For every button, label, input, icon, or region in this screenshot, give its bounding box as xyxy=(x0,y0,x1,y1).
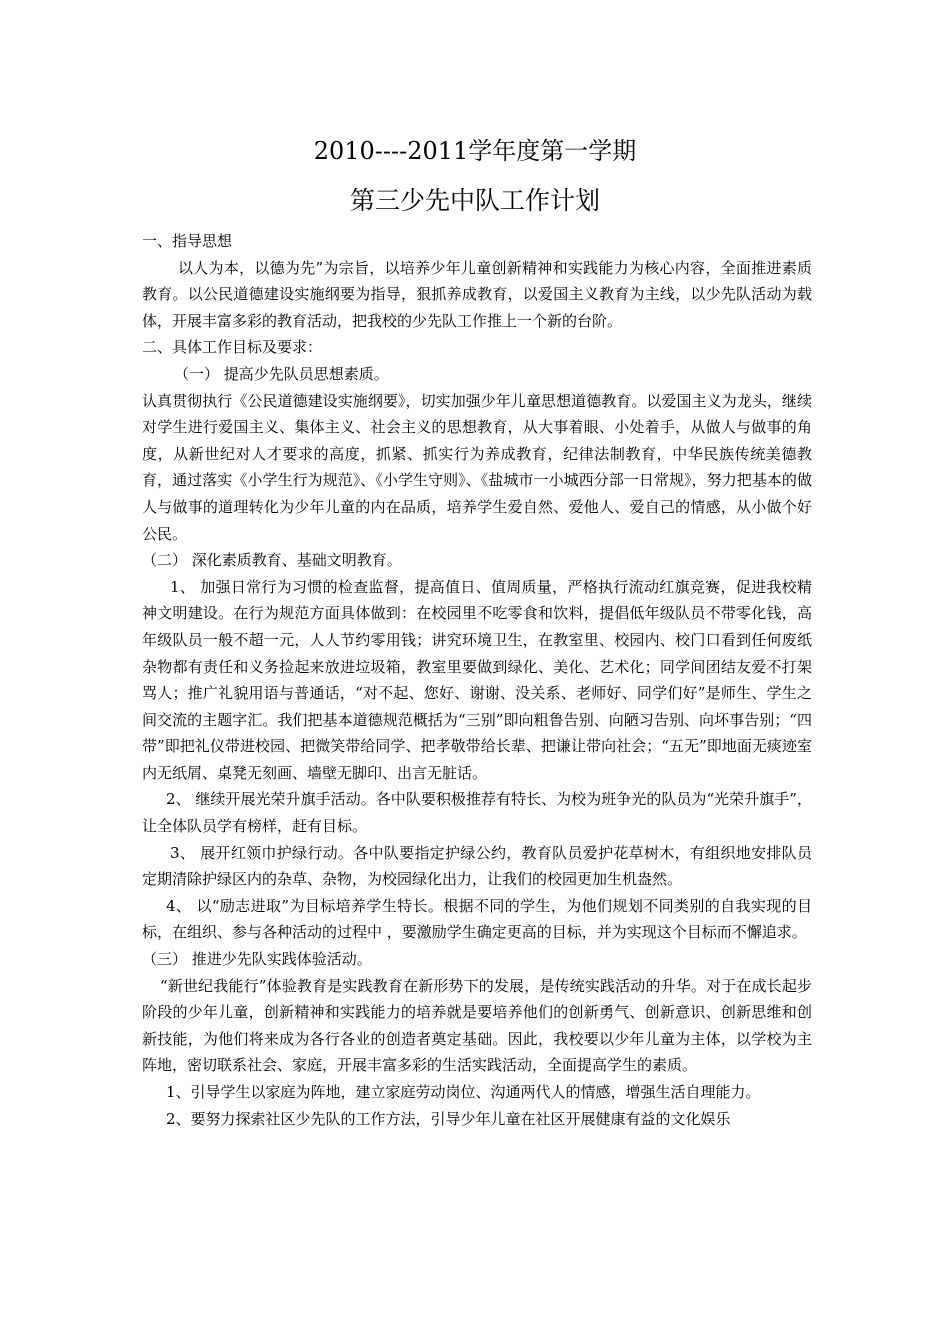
paragraph: 1、引导学生以家庭为阵地，建立家庭劳动岗位、沟通两代人的情感，增强生活自理能力。 xyxy=(166,1083,761,1101)
paragraph: 2、要努力探索社区少先队的工作方法，引导少年儿童在社区开展健康有益的文化娱乐 xyxy=(166,1109,731,1128)
paragraph: 1、 加强日常行为习惯的检查监督，提高值日、值周质量，严格执行流动红旗竞赛，促进我校精神文明建设。在行为规范方面具体做到：在校园里不吃零食和饮料，提倡低年级队员不带零化钱，高年级队员一般不超一元，人人节约零用钱；讲究环境卫生，在教室里、校园内、校门口看到任何废纸杂物都有责任和义务捡起来放进垃圾箱，教室里要做到绿化、美化、艺术化；同学间团结友爱不打架骂人；推广礼貌用语与普通话，“对不起、您好、谢谢、没关系、老师好、同学们好”是师生、学生之间交流的主题字汇。我们把基本道德规范概括为“三别”即向粗鲁告别、向陋习告别、向坏事告别；“四带”即把礼仪带进校园、把微笑带给同学、把孝敬带给长辈、把谦让带向社会；“五无”即地面无痰迹室内无纸屑、桌凳无刻画、墙壁无脚印、出言无脏话。 xyxy=(142,577,812,782)
paragraph: 以人为本，以德为先”为宗旨，以培养少年儿童创新精神和实践能力为核心内容，全面推进素质教育。以公民道德建设实施纲要为指导，狠抓养成教育，以爱国主义教育为主线，以少先队活动为载体，开展丰富多彩的教育活动，把我校的少先队工作推上一个新的台阶。 xyxy=(142,258,812,330)
section-heading: 一、指导思想 xyxy=(142,232,233,250)
subsection-heading: （一） 提高少先队员思想素质。 xyxy=(174,364,389,383)
section-heading: 二、具体工作目标及要求： xyxy=(142,338,323,357)
title-plan: 第三少先中队工作计划 xyxy=(349,186,600,215)
subsection-heading: （二） 深化素质教育、基础文明教育。 xyxy=(142,551,402,570)
document-body xyxy=(142,228,812,1132)
paragraph: 认真贯彻执行《公民道德建设实施纲要》，切实加强少年儿童思想道德教育。以爱国主义为龙头，继续对学生进行爱国主义、集体主义、社会主义的思想教育，从大事着眼、小处着手，从做人与做事的角度，从新世纪对人才要求的高度，抓紧、抓实行为养成教育，纪律法制教育，中华民族传统美德教育，通过落实《小学生行为规范》、《小学生守则》、《盐城市一小城西分部一日常规》，努力把基本的做人与做事的道理转化为少年儿童的内在品质，培养学生爱自然、爱他人、爱自己的情感，从小做个好公民。 xyxy=(142,391,812,543)
title-term: 2010----2011学年度第一学期 xyxy=(313,137,637,165)
paragraph: 2、 继续开展光荣升旗手活动。各中队要积极推荐有特长、为校为班争光的队员为“光荣升旗手”，让全体队员学有榜样，赶有目标。 xyxy=(142,790,812,836)
paragraph: 4、 以“励志进取”为目标培养学生特长。根据不同的学生，为他们规划不同类别的自我实现的目标，在组织、参与各种活动的过程中 ，要激励学生确定更高的目标，并为实现这个目标而不懈追求。 xyxy=(142,896,812,942)
paragraph: 3、 展开红领巾护绿行动。各中队要指定护绿公约，教育队员爱护花草树木，有组织地安排队员定期清除护绿区内的杂草、杂物，为校园绿化出力，让我们的校园更加生机盎然。 xyxy=(142,843,812,889)
subsection-heading: （三） 推进少先队实践体验活动。 xyxy=(142,950,372,969)
paragraph: “新世纪我能行”体验教育是实践教育在新形势下的发展，是传统实践活动的升华。对于在成长起步阶段的少年儿童，创新精神和实践能力的培养就是要培养他们的创新勇气、创新意识、创新思维和创新技能，为他们将来成为各行各业的创造者奠定基础。因此，我校要以少年儿童为主体，以学校为主阵地，密切联系社会、家庭，开展丰富多彩的生活实践活动，全面提高学生的素质。 xyxy=(142,976,812,1075)
